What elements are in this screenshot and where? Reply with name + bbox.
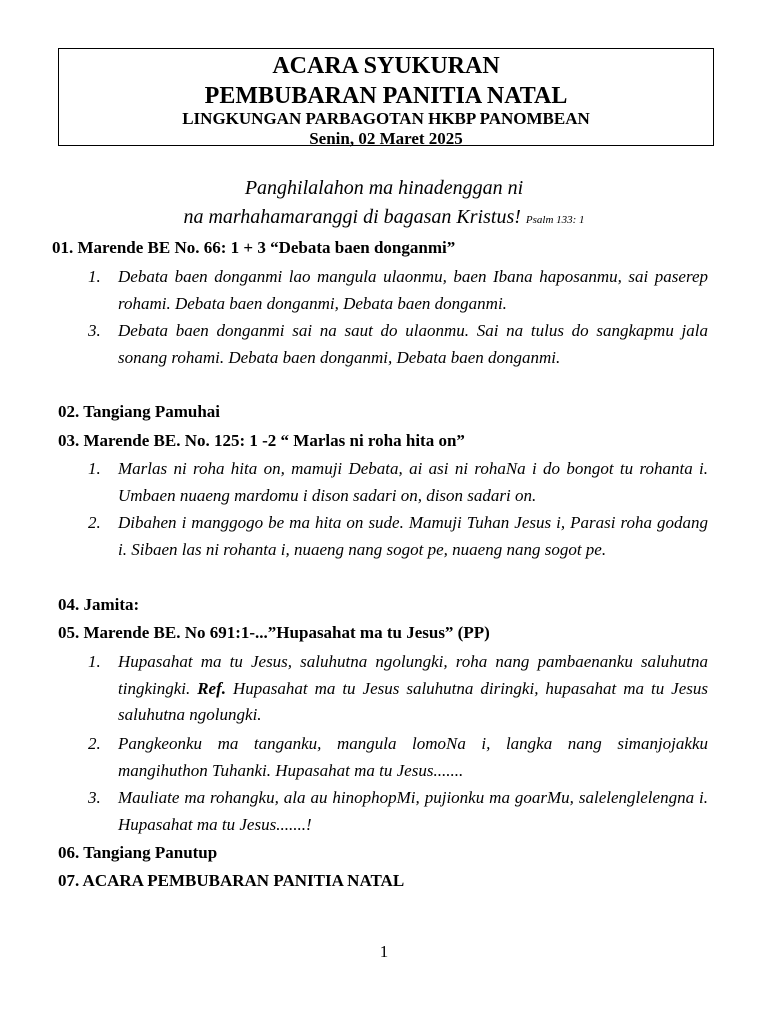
stanza-number: 2.: [88, 513, 101, 532]
stanza-text: [118, 649, 708, 729]
verse-line-2: [0, 203, 768, 235]
item-03-stanza-2: [88, 510, 708, 563]
item-06: 06. Tangiang Panutup: [58, 843, 218, 862]
stanza-text: Marlas ni roha hita on, mamuji Debata, ai asi ni rohaNa i do bongot tu rohanta i. Umbaen nuaeng mardomu i dison sadari on, dison sadari on.: [118, 459, 708, 505]
verse-line-1: Panghilalahon ma hinadenggan ni: [244, 177, 524, 199]
stanza-text: Mauliate ma rohangku, ala au hinophopMi, pujionku ma goarMu, salelenglelengna i. Hupasahat ma tu Jesus.......!: [118, 788, 708, 834]
verse-line-2-text: na marhahamaranggi di bagasan Kristus!: [183, 206, 521, 228]
item-05: 05. Marende BE. No 691:1-...”Hupasahat ma tu Jesus” (PP): [58, 623, 490, 642]
stanza-number: 3.: [88, 321, 101, 340]
item-02: 02. Tangiang Pamuhai: [58, 402, 221, 421]
stanza-number: 1.: [88, 652, 101, 671]
subtitle: LINGKUNGAN PARBAGOTAN HKBP PANOMBEAN: [182, 109, 590, 128]
stanza-text: Debata baen donganmi lao mangula ulaonmu, baen Ibana haposanmu, sai paserep rohami. Debata baen donganmi, Debata baen donganmi.: [118, 267, 708, 313]
item-03-stanza-1: [88, 456, 708, 509]
header-box: [58, 48, 714, 146]
item-01: 01. Marende BE No. 66: 1 + 3 “Debata baen donganmi”: [52, 238, 456, 257]
stanza-number: 1.: [88, 459, 101, 478]
item-04: 04. Jamita:: [58, 595, 140, 614]
stanza-text: Pangkeonku ma tanganku, mangula lomoNa i, langka nang simanjojakku mangihuthon Tuhanki. Hupasahat ma tu Jesus.......: [118, 734, 708, 780]
verse: [0, 174, 768, 235]
date: Senin, 02 Maret 2025: [309, 129, 463, 148]
item-03: 03. Marende BE. No. 125: 1 -2 “ Marlas ni roha hita on”: [58, 431, 465, 450]
stanza-text: Dibahen i manggogo be ma hita on sude. Mamuji Tuhan Jesus i, Parasi roha godang i. Sibaen las ni rohanta i, nuaeng nang sogot pe, nuaeng nang sogot pe.: [118, 513, 708, 559]
stanza-text: Debata baen donganmi sai na saut do ulaonmu. Sai na tulus do sangkapmu jala sonang rohami. Debata baen donganmi, Debata baen donganmi.: [118, 321, 708, 367]
item-07: 07. ACARA PEMBUBARAN PANITIA NATAL: [58, 871, 405, 890]
item-01-stanza-1: [88, 264, 708, 317]
refrain-label: Ref.: [197, 678, 227, 698]
stanza-number: 3.: [88, 788, 101, 807]
title-line-1: ACARA SYUKURAN: [272, 53, 500, 79]
title-line-2: PEMBUBARAN PANITIA NATAL: [204, 83, 568, 109]
item-05-stanza-2: [88, 731, 708, 784]
stanza-number: 1.: [88, 267, 101, 286]
verse-reference: Psalm 133: 1: [525, 214, 585, 226]
stanza-number: 2.: [88, 734, 101, 753]
page-number: 1: [379, 942, 389, 961]
item-05-stanza-1: [88, 649, 708, 729]
stanza-text-part: Hupasahat ma tu Jesus saluhutna diringki, hupasahat ma tu Jesus saluhutna ngolungki.: [118, 678, 709, 724]
item-01-stanza-3: [88, 318, 708, 371]
item-05-stanza-3: [88, 785, 708, 838]
stanza-text-part: Hupasahat ma tu Jesus, saluhutna ngolungki, roha nang pambaenanku saluhutna tingkingki.: [118, 652, 708, 698]
